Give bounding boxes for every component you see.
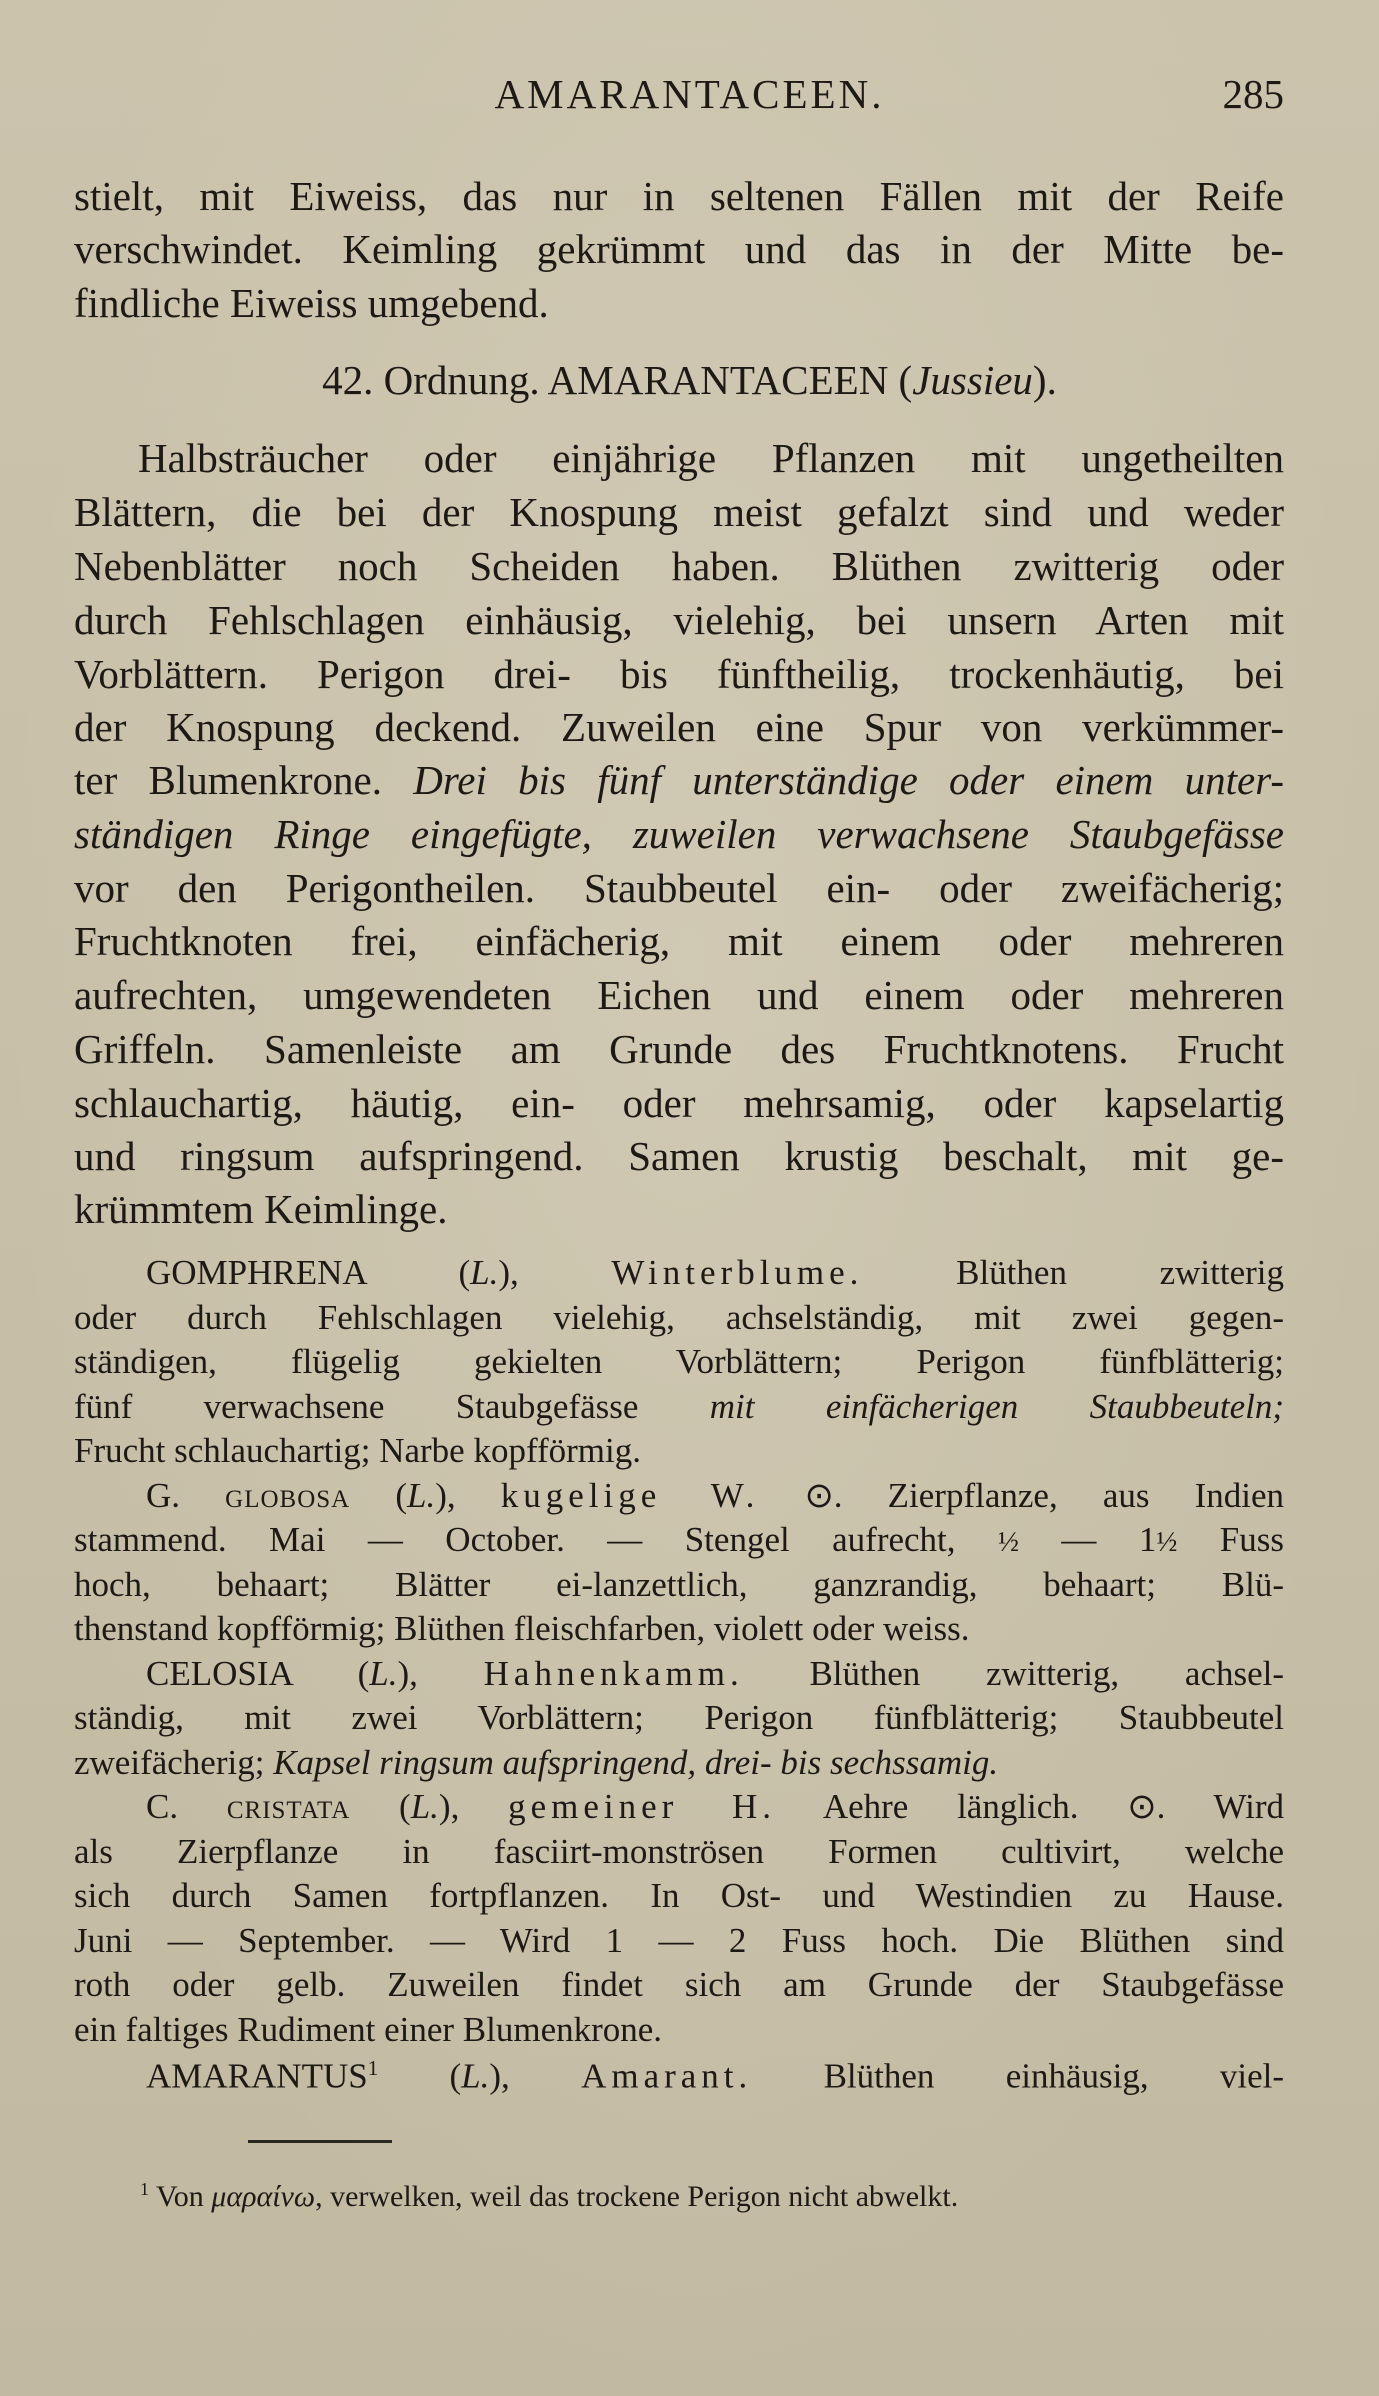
description-line: krümmtem Keimlinge.: [74, 1186, 448, 1232]
paren: ),: [435, 1476, 501, 1515]
entry-line: [74, 1389, 1284, 1424]
common-name: Amarant.: [581, 2056, 753, 2096]
description-line: vor den Perigontheilen. Staubbeutel ein- oder zweifächerig;: [74, 865, 1284, 911]
entry-line: thenstand kopfförmig; Blüthen fleischfarben, violett oder weiss.: [74, 1609, 970, 1648]
entry-text: Aehre länglich. ⊙. Wird: [776, 1787, 1284, 1826]
entry-line: ständig, mit zwei Vorblättern; Perigon fünfblätterig; Staubbeutel: [74, 1698, 1284, 1737]
footnote-rule: [248, 2140, 392, 2143]
description-line: der Knospung deckend. Zuweilen eine Spur von verkümmer-: [74, 704, 1284, 750]
entry-line: als Zierpflanze in fasciirt-monströsen Formen cultivirt, welche: [74, 1832, 1284, 1871]
entry-text: Blüthen zwitterig, achsel-: [743, 1654, 1285, 1693]
entry-line: sich durch Samen fortpflanzen. In Ost- und Westindien zu Hause.: [74, 1876, 1284, 1915]
paren: (: [365, 1253, 471, 1292]
entry-text: Blüthen zwitterig: [863, 1253, 1285, 1292]
entry-text: Blüthen einhäusig, viel-: [752, 2056, 1285, 2096]
species-name: cristata: [226, 1787, 351, 1826]
description-line: Vorblättern. Perigon drei- bis fünftheilig, trockenhäutig, bei: [74, 651, 1284, 697]
species-entry-line: [146, 1789, 1284, 1824]
entry-italic: mit einfächerigen Staubbeuteln;: [709, 1387, 1284, 1426]
description-text: ter Blumenkrone.: [74, 757, 414, 803]
heading-authority: Jussieu: [912, 357, 1033, 403]
paren: ),: [489, 2056, 582, 2096]
paren: (: [350, 1476, 408, 1515]
footnote-text: , verwelken, weil das trockene Perigon nicht abwelkt.: [315, 2180, 959, 2213]
footnote: [140, 2180, 1280, 2212]
heading-suffix: ).: [1032, 357, 1057, 403]
description-line: ständigen Ringe eingefügte, zuweilen verwachsene Staubgefässe: [74, 811, 1284, 857]
annual-symbol: ⊙.: [759, 1476, 888, 1515]
common-name: kugelige W.: [500, 1476, 760, 1515]
genus-name: CELOSIA: [146, 1654, 292, 1693]
authority: L.: [470, 1253, 499, 1292]
page-number: 285: [1222, 71, 1284, 117]
paren: ),: [438, 1787, 509, 1826]
fraction: ½: [1156, 1527, 1178, 1558]
footnote-text: Von: [149, 2180, 212, 2213]
entry-line: [74, 1522, 1284, 1557]
paren: (: [291, 1654, 370, 1693]
common-name: Hahnenkamm.: [483, 1654, 744, 1693]
description-line: Blättern, die bei der Knospung meist gefalzt sind und weder: [74, 489, 1284, 535]
text-line: stielt, mit Eiweiss, das nur in seltenen Fällen mit der Reife: [74, 173, 1284, 219]
species-entry-line: [146, 1478, 1284, 1513]
description-line: Nebenblätter noch Scheiden haben. Blüthen zwitterig oder: [74, 543, 1284, 589]
entry-line: hoch, behaart; Blätter ei-lanzettlich, ganzrandig, behaart; Blü-: [74, 1565, 1284, 1604]
entry-text: Zierpflanze, aus Indien: [887, 1476, 1285, 1515]
authority: L.: [461, 2056, 490, 2096]
genus-entry-line: [146, 1656, 1284, 1691]
entry-line: oder durch Fehlschlagen vielehig, achselständig, mit zwei gegen-: [74, 1298, 1284, 1337]
footnote-marker: 1: [367, 2056, 379, 2080]
authority: L.: [369, 1654, 398, 1693]
description-line: durch Fehlschlagen einhäusig, vielehig, bei unsern Arten mit: [74, 597, 1284, 643]
entry-text: Fuss: [1177, 1520, 1284, 1559]
species-name: globosa: [225, 1476, 351, 1515]
running-title: AMARANTACEEN.: [494, 71, 885, 117]
entry-line: ständigen, flügelig gekielten Vorblättern; Perigon fünfblätterig;: [74, 1342, 1284, 1381]
entry-line: [74, 1745, 1284, 1780]
paren: ),: [498, 1253, 612, 1292]
entry-line: ein faltiges Rudiment einer Blumenkrone.: [74, 2010, 663, 2049]
entry-line: Frucht schlauchartig; Narbe kopfförmig.: [74, 1431, 641, 1470]
entry-text: fünf verwachsene Staubgefässe: [74, 1387, 710, 1426]
description-line: Griffeln. Samenleiste am Grunde des Fruchtknotens. Frucht: [74, 1026, 1284, 1072]
entry-text: — 1: [1018, 1520, 1157, 1559]
paren: ),: [397, 1654, 484, 1693]
entry-text: zweifächerig;: [74, 1743, 274, 1782]
entry-line: Juni — September. — Wird 1 — 2 Fuss hoch. Die Blüthen sind: [74, 1921, 1284, 1960]
genus-name: GOMPHRENA: [146, 1253, 366, 1292]
genus-entry-line: [146, 1255, 1284, 1290]
heading-text: 42. Ordnung. AMARANTACEEN (: [322, 357, 913, 403]
entry-line: roth oder gelb. Zuweilen findet sich am Grunde der Staubgefässe: [74, 1965, 1284, 2004]
authority: L.: [407, 1476, 436, 1515]
genus-entry-line: [146, 2058, 1284, 2094]
description-line: und ringsum aufspringend. Samen krustig beschalt, mit ge-: [74, 1133, 1284, 1179]
common-name: Winterblume.: [611, 1253, 864, 1292]
paren: (: [378, 2056, 462, 2096]
description-italic: Drei bis fünf unterständige oder einem unter-: [413, 757, 1285, 803]
section-heading: [0, 357, 1379, 403]
paren: (: [350, 1787, 411, 1826]
genus-abbr: C.: [146, 1787, 227, 1826]
genus-abbr: G.: [146, 1476, 226, 1515]
entry-italic: Kapsel ringsum aufspringend, drei- bis sechssamig.: [273, 1743, 999, 1782]
genus-name: AMARANTUS: [146, 2056, 368, 2096]
entry-text: stammend. Mai — October. — Stengel aufrecht,: [74, 1520, 998, 1559]
footnote-number: 1: [140, 2179, 149, 2199]
greek-word: μαραίνω: [211, 2180, 316, 2213]
description-line: Halbsträucher oder einjährige Pflanzen mit ungetheilten: [138, 435, 1284, 481]
fraction: ½: [997, 1527, 1019, 1558]
description-line: schlauchartig, häutig, ein- oder mehrsamig, oder kapselartig: [74, 1080, 1284, 1126]
text-line: verschwindet. Keimling gekrümmt und das in der Mitte be-: [74, 226, 1284, 272]
description-line: Fruchtknoten frei, einfächerig, mit einem oder mehreren: [74, 918, 1284, 964]
authority: L.: [410, 1787, 439, 1826]
text-line: findliche Eiweiss umgebend.: [74, 280, 549, 326]
common-name: gemeiner H.: [508, 1787, 777, 1826]
description-line: aufrechten, umgewendeten Eichen und einem oder mehreren: [74, 972, 1284, 1018]
description-line: [74, 757, 1285, 803]
